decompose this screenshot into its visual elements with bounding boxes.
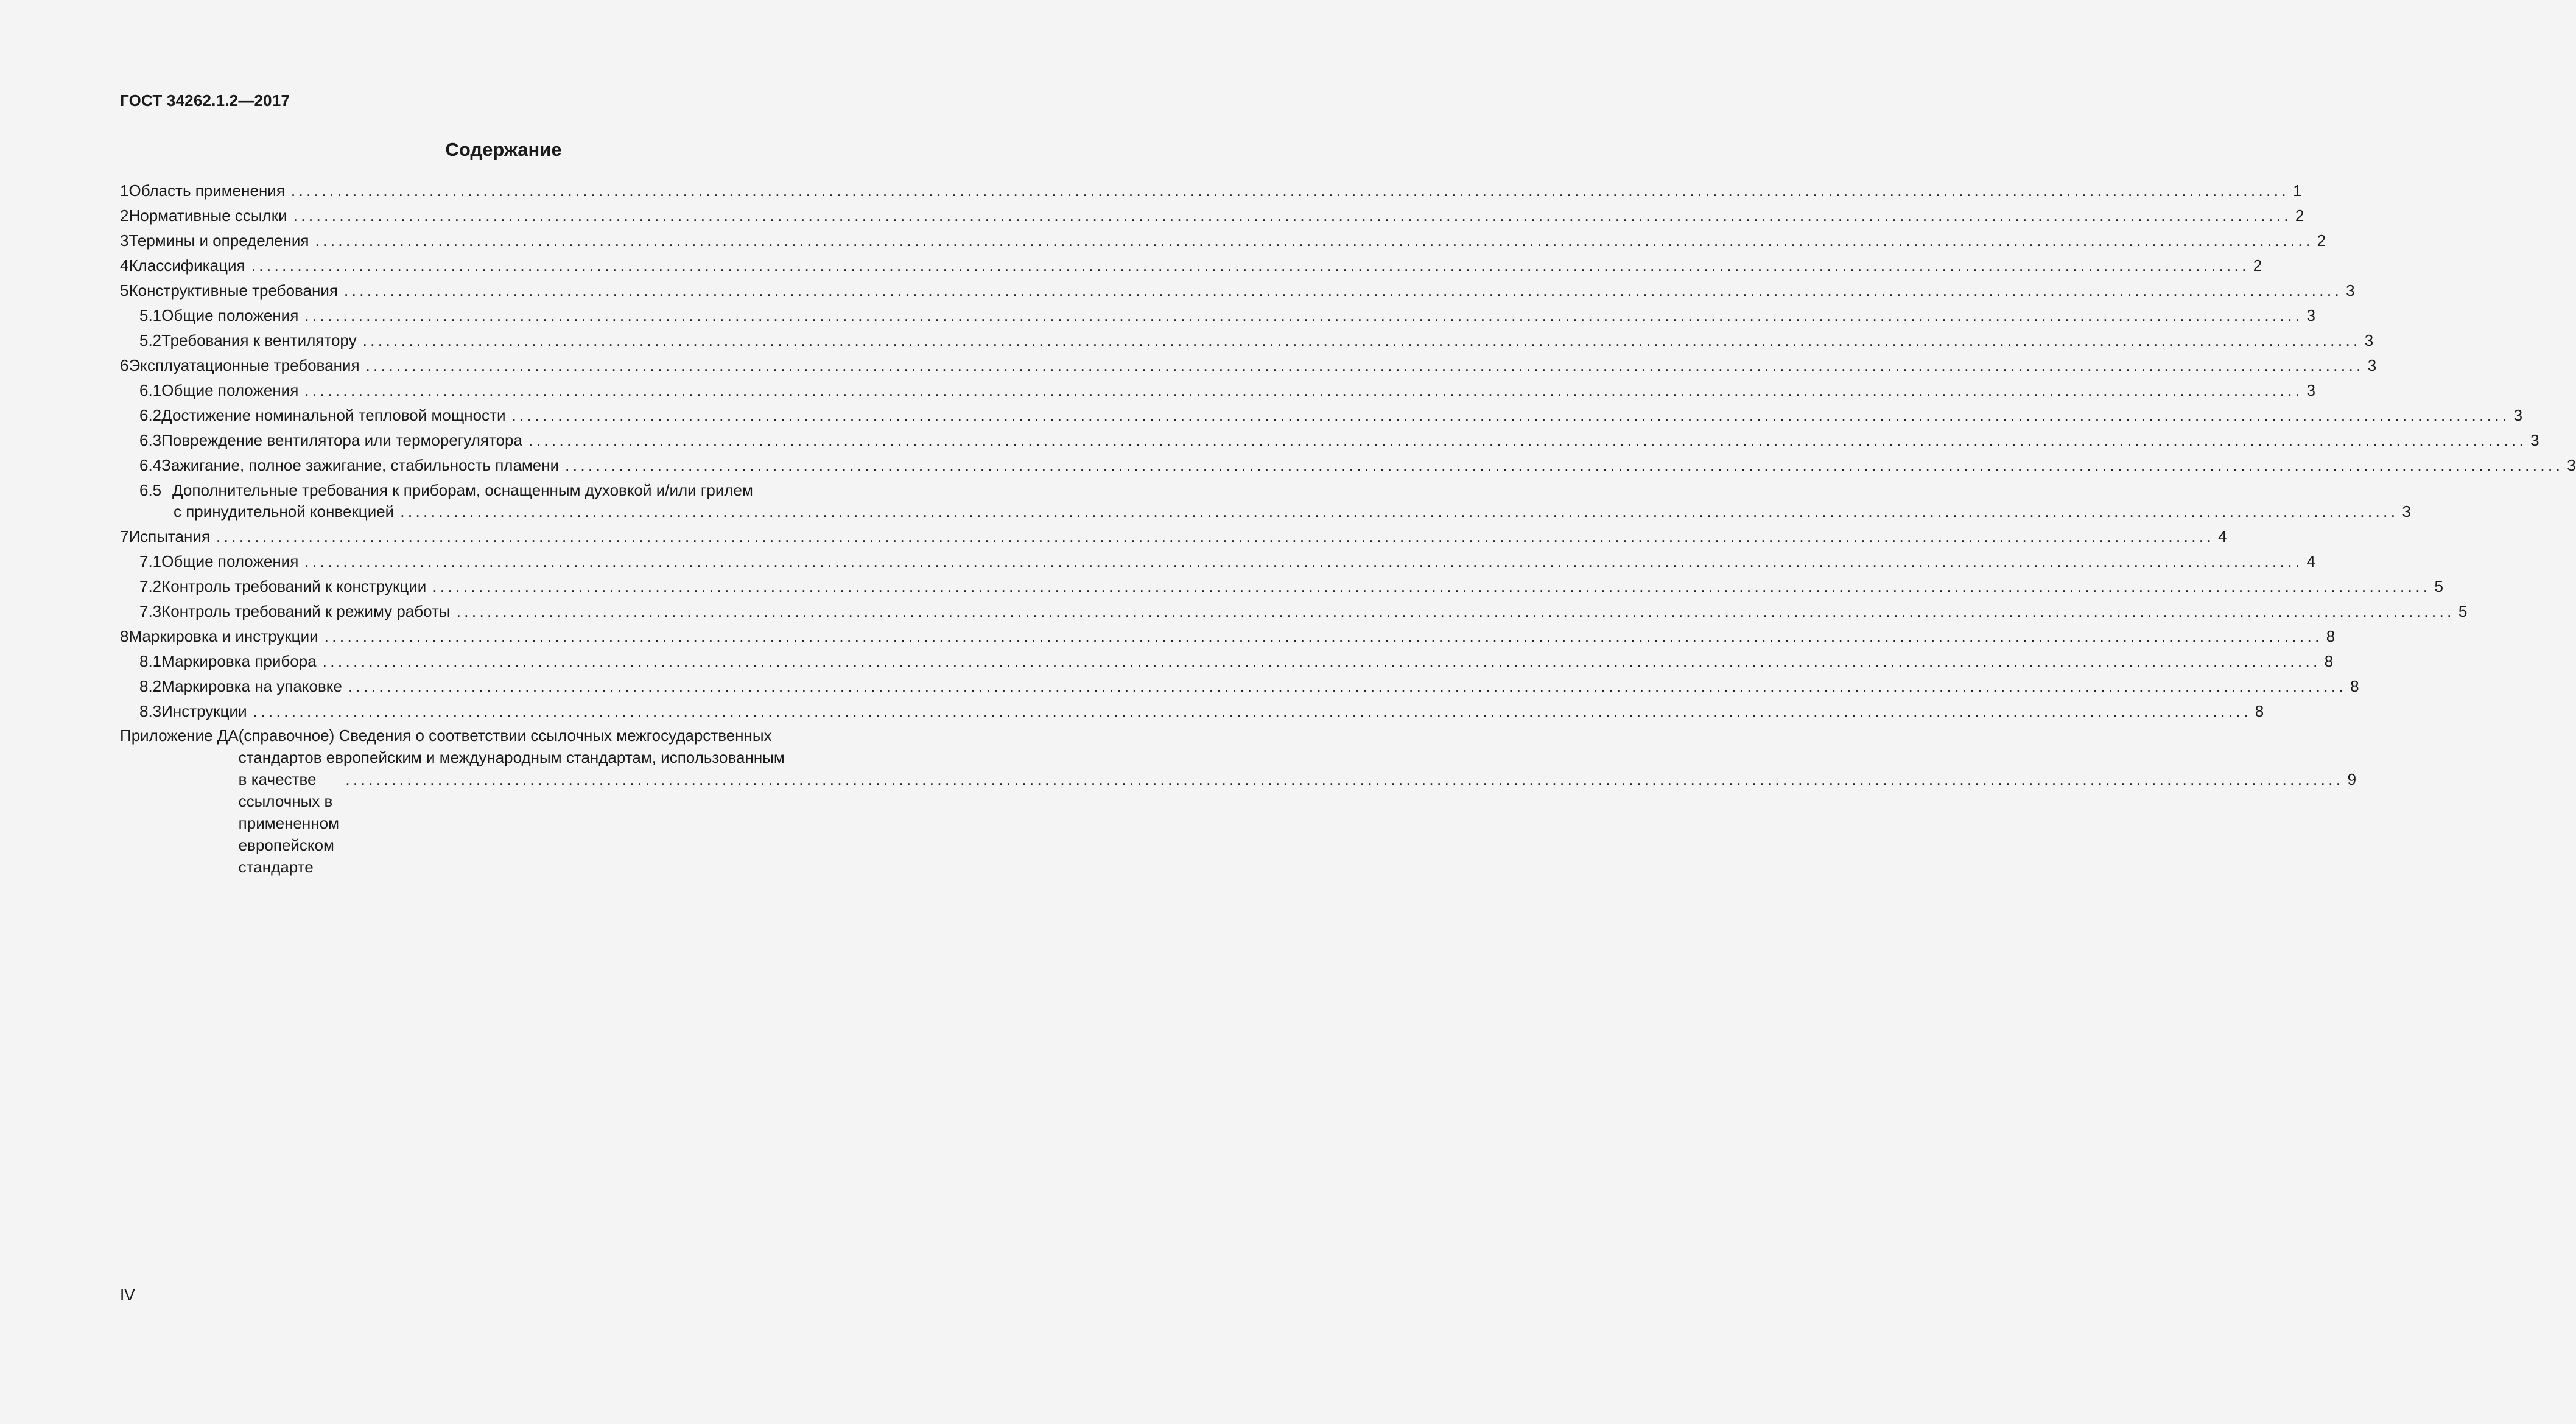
toc-entry-number: 8 <box>120 627 129 645</box>
toc-entry-number: 8.1 <box>139 652 162 670</box>
document-code: ГОСТ 34262.1.2—2017 <box>120 91 290 110</box>
toc-title: Содержание <box>445 139 562 160</box>
toc-entry-page-number: 2 <box>2317 231 2326 250</box>
toc-entry-title: Термины и определения <box>128 231 309 250</box>
dot-leader: .................................................................................................................................................................................................................................................................... <box>365 356 2364 374</box>
toc-section-entry[interactable] <box>120 280 2355 301</box>
toc-section-entry[interactable] <box>120 626 2336 647</box>
toc-entry-line <box>139 576 2443 597</box>
toc-subsection-entry[interactable] <box>120 601 2468 622</box>
footer-page-number: IV <box>120 1286 135 1304</box>
toc-entry-title: Нормативные ссылки <box>128 206 287 225</box>
dot-leader: .................................................................................................................................................................................................................................................................... <box>304 381 2303 399</box>
dot-leader: .................................................................................................................................................................................................................................................................... <box>565 456 2564 474</box>
toc-entry-page-number: 3 <box>2367 356 2377 374</box>
toc-section-entry[interactable] <box>120 180 2302 202</box>
dot-leader: .................................................................................................................................................................................................................................................................... <box>251 256 2250 275</box>
toc-entry-number: 6.3 <box>139 431 162 449</box>
toc-section-entry[interactable] <box>120 526 2227 547</box>
toc-entry-page-number: 3 <box>2567 456 2576 474</box>
toc-entry-number: 5 <box>120 281 129 300</box>
toc-entry-line <box>139 405 2523 426</box>
toc-entry-page-number: 3 <box>2530 431 2539 449</box>
toc-entry-title: Конструктивные требования <box>128 281 338 300</box>
toc-entry-page-number: 8 <box>2324 652 2334 670</box>
toc-entry-page-number: 5 <box>2434 577 2443 595</box>
toc-entry-line <box>120 626 2336 647</box>
toc-entry-page-number: 1 <box>2293 181 2302 200</box>
toc-section-entry[interactable] <box>120 205 2304 226</box>
toc-entry-line <box>139 601 2468 622</box>
toc-section-entry[interactable] <box>120 230 2326 251</box>
toc-entry-line <box>139 455 2576 476</box>
toc-subsection-entry[interactable] <box>120 551 2315 572</box>
toc-entry-number: 7.1 <box>139 552 162 570</box>
toc-entry-page-number: 2 <box>2253 256 2262 275</box>
appendix-title-line: (справочное) Сведения о соответствии ссылочных межгосударственных <box>238 726 772 745</box>
toc-entry-first-line <box>139 480 935 501</box>
toc-entry-title: Требования к вентилятору <box>161 331 357 349</box>
dot-leader: .................................................................................................................................................................................................................................................................... <box>362 331 2361 349</box>
toc-subsection-entry[interactable] <box>120 480 2411 522</box>
toc-entry-number: 6 <box>120 356 129 374</box>
dot-leader: .................................................................................................................................................................................................................................................................... <box>293 206 2292 225</box>
toc-entry-title: Инструкции <box>161 702 247 720</box>
toc-entry-line <box>120 280 2355 301</box>
dot-leader: .................................................................................................................................................................................................................................................................... <box>345 770 2344 788</box>
toc-subsection-entry[interactable] <box>120 305 2315 326</box>
dot-leader: .................................................................................................................................................................................................................................................................... <box>348 677 2347 695</box>
toc-entry-title: Общие положения <box>161 552 299 570</box>
toc-subsection-entry[interactable] <box>120 701 2264 722</box>
toc-entry-number: 1 <box>120 181 129 200</box>
toc-entry-title: Общие положения <box>161 306 299 324</box>
toc-entry-page-number: 5 <box>2458 602 2468 620</box>
toc-subsection-entry[interactable] <box>120 405 2523 426</box>
toc-subsection-entry[interactable] <box>120 651 2334 672</box>
toc-subsection-entry[interactable] <box>120 576 2443 597</box>
toc-entry-line <box>139 651 2334 672</box>
appendix-title <box>239 724 2356 878</box>
dot-leader: .................................................................................................................................................................................................................................................................... <box>528 431 2527 449</box>
toc-entry-title: Маркировка прибора <box>161 652 317 670</box>
dot-leader: .................................................................................................................................................................................................................................................................... <box>216 527 2215 545</box>
toc-entry-line <box>139 551 2315 572</box>
toc-entry-number: 6.4 <box>139 456 162 474</box>
toc-subsection-entry[interactable] <box>120 330 2374 351</box>
appendix-title-line: стандартов европейским и международным стандартам, использованным <box>238 748 785 766</box>
appendix-title-last-line <box>239 768 2356 878</box>
toc-entry-number: 5.2 <box>139 331 162 349</box>
dot-leader: .................................................................................................................................................................................................................................................................... <box>253 702 2251 720</box>
toc-entry-line <box>120 230 2326 251</box>
toc-list <box>120 180 2576 722</box>
toc-entry-page-number: 8 <box>2350 677 2359 695</box>
toc-entry-line <box>139 380 2315 401</box>
toc-entry-number: 6.5 <box>139 481 162 499</box>
dot-leader: .................................................................................................................................................................................................................................................................... <box>432 577 2431 595</box>
toc-entry-title-continuation: с принудительной конвекцией <box>174 502 395 521</box>
toc-entry-number: 6.2 <box>139 406 162 424</box>
dot-leader: .................................................................................................................................................................................................................................................................... <box>290 181 2290 200</box>
toc-entry-title: Повреждение вентилятора или терморегулятора <box>161 431 522 449</box>
appendix-page-number: 9 <box>2347 770 2357 788</box>
toc-entry-title: Маркировка и инструкции <box>128 627 318 645</box>
toc-entry-page-number: 4 <box>2218 527 2227 545</box>
appendix-label: Приложение ДА <box>120 726 239 745</box>
toc-entry-continuation-line <box>139 501 2411 522</box>
toc-subsection-entry[interactable] <box>120 430 2539 451</box>
toc-entry-title: Испытания <box>128 527 210 545</box>
toc-entry-line <box>139 676 2359 697</box>
toc-entry-line <box>120 180 2302 202</box>
toc-section-entry[interactable] <box>120 355 2377 376</box>
toc-entry-number: 7.3 <box>139 602 162 620</box>
dot-leader: .................................................................................................................................................................................................................................................................... <box>343 281 2343 300</box>
toc-entry-title: Контроль требований к конструкции <box>161 577 427 595</box>
appendix-title-line: в качестве ссылочных в примененном европейском стандарте <box>238 770 339 876</box>
toc-entry-page-number: 2 <box>2295 206 2304 225</box>
toc-entry-number: 8.3 <box>139 702 162 720</box>
toc-entry-line <box>120 526 2227 547</box>
toc-entry-number: 7 <box>120 527 129 545</box>
dot-leader: .................................................................................................................................................................................................................................................................... <box>315 231 2314 250</box>
toc-entry-title: Зажигание, полное зажигание, стабильность пламени <box>161 456 560 474</box>
toc-entry-page-number: 4 <box>2306 552 2315 570</box>
toc-entry-line <box>139 430 2539 451</box>
toc-subsection-entry[interactable] <box>120 380 2315 401</box>
toc-entry-line <box>120 355 2377 376</box>
toc-entry-line <box>139 305 2315 326</box>
toc-entry-title: Классификация <box>128 256 245 275</box>
toc-entry-page-number: 3 <box>2402 502 2411 521</box>
dot-leader: .................................................................................................................................................................................................................................................................... <box>322 652 2321 670</box>
dot-leader: .................................................................................................................................................................................................................................................................... <box>304 552 2303 570</box>
toc-entry-number: 3 <box>120 231 129 250</box>
toc-appendix-entry[interactable] <box>120 724 2357 878</box>
toc-entry-number: 2 <box>120 206 129 225</box>
toc-entry-line <box>120 255 2262 276</box>
toc-entry-page-number: 3 <box>2306 381 2315 399</box>
toc-entry-page-number: 3 <box>2513 406 2523 424</box>
toc-entry-line <box>139 330 2374 351</box>
toc-entry-number: 6.1 <box>139 381 162 399</box>
toc-subsection-entry[interactable] <box>120 455 2576 476</box>
toc-entry-title: Дополнительные требования к приборам, оснащенным духовкой и/или грилем <box>172 481 753 499</box>
toc-entry-number: 8.2 <box>139 677 162 695</box>
toc-entry-page-number: 3 <box>2364 331 2374 349</box>
toc-entry-number: 7.2 <box>139 577 162 595</box>
toc-entry-line <box>139 701 2264 722</box>
toc-entry-number: 4 <box>120 256 129 275</box>
dot-leader: .................................................................................................................................................................................................................................................................... <box>456 602 2455 620</box>
dot-leader: .................................................................................................................................................................................................................................................................... <box>324 627 2323 645</box>
toc-entry-title: Маркировка на упаковке <box>161 677 342 695</box>
toc-entry-title: Область применения <box>128 181 285 200</box>
toc-entry-number: 5.1 <box>139 306 162 324</box>
toc-entry-page-number: 8 <box>2326 627 2336 645</box>
toc-entry-page-number: 3 <box>2346 281 2355 300</box>
toc-entry-title: Достижение номинальной тепловой мощности <box>161 406 506 424</box>
toc-entry-page-number: 3 <box>2306 306 2315 324</box>
toc-subsection-entry[interactable] <box>120 676 2359 697</box>
toc-section-entry[interactable] <box>120 255 2262 276</box>
dot-leader: .................................................................................................................................................................................................................................................................... <box>304 306 2303 324</box>
toc-entry-title: Контроль требований к режиму работы <box>161 602 451 620</box>
toc-entry-page-number: 8 <box>2255 702 2264 720</box>
dot-leader: .................................................................................................................................................................................................................................................................... <box>400 502 2399 521</box>
toc-entry-line <box>120 205 2304 226</box>
table-of-contents <box>120 180 2576 878</box>
toc-entry-title: Общие положения <box>161 381 299 399</box>
toc-entry-title: Эксплуатационные требования <box>128 356 360 374</box>
dot-leader: .................................................................................................................................................................................................................................................................... <box>511 406 2510 424</box>
